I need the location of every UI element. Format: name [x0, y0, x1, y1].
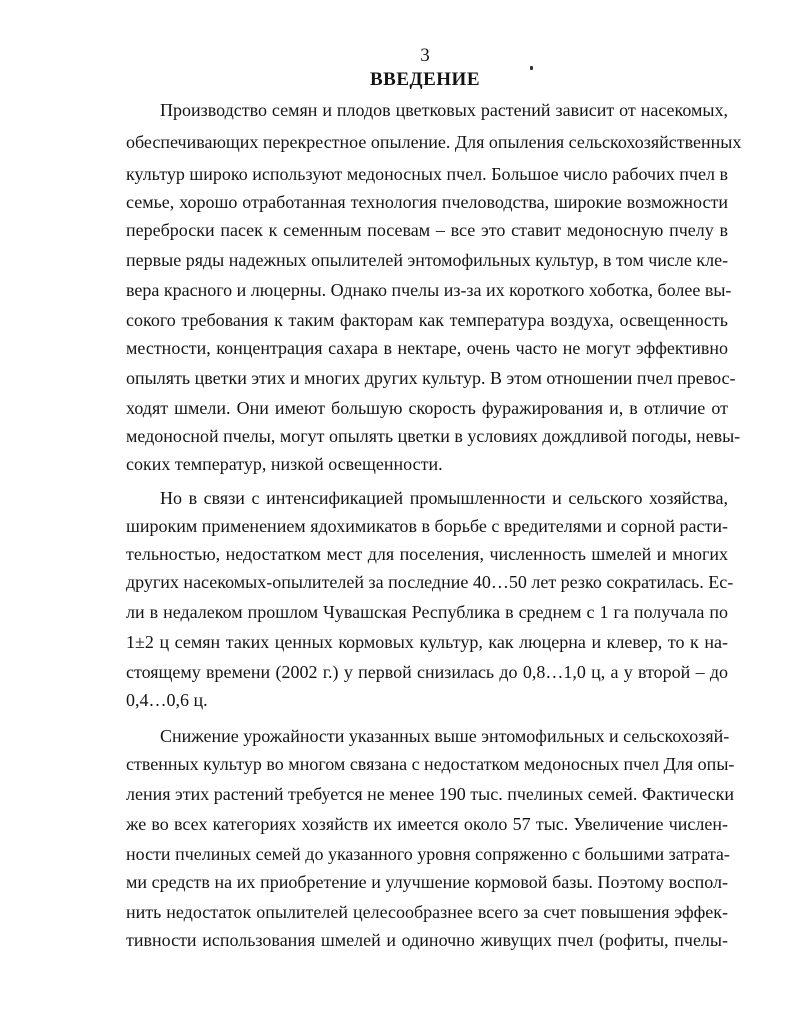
- text-line: ственных культур во многом связана с недостатком медоносных пчел Для опы-: [126, 754, 735, 774]
- text-line: вера красного и люцерны. Однако пчелы из-за их короткого хоботка, более вы-: [126, 280, 732, 300]
- page-number: 3: [420, 45, 430, 66]
- text-line: стоящему времени (2002 г.) у первой снизилась до 0,8…1,0 ц, а у второй – до: [126, 662, 728, 682]
- text-line: медоносной пчелы, могут опылять цветки в условиях дождливой погоды, невы-: [126, 426, 741, 446]
- text-line: нить недостаток опылителей целесообразнее всего за счет повышения эффек-: [126, 902, 728, 922]
- text-line: обеспечивающих перекрестное опыление. Для опыления сельскохозяйственных: [126, 132, 742, 152]
- scan-speck: [530, 66, 533, 70]
- text-line: же во всех категориях хозяйств их имеется около 57 тыс. Увеличение числен-: [126, 814, 728, 834]
- text-line: местности, концентрация сахара в нектаре, очень часто не могут эффективно: [126, 338, 728, 358]
- text-line: 0,4…0,6 ц.: [126, 690, 208, 710]
- text-line: 1±2 ц семян таких ценных кормовых культур, как люцерна и клевер, то к на-: [126, 632, 728, 652]
- text-line: первые ряды надежных опылителей энтомофильных культур, в том числе кле-: [126, 250, 729, 270]
- text-line: переброски пасек к семенным посевам – все это ставит медоносную пчелу в: [126, 220, 728, 240]
- text-line: Производство семян и плодов цветковых растений зависит от насекомых,: [160, 100, 728, 120]
- text-line: других насекомых-опылителей за последние 40…50 лет резко сократилась. Ес-: [126, 572, 734, 592]
- text-line: ления этих растений требуется не менее 190 тыс. пчелиных семей. Фактически: [126, 784, 734, 804]
- text-line: культур широко используют медоносных пчел. Большое число рабочих пчел в: [126, 164, 728, 184]
- text-line: широким применением ядохимикатов в борьбе с вредителями и сорной расти-: [126, 516, 728, 536]
- page-title: ВВЕДЕНИЕ: [370, 69, 480, 90]
- text-line: семье, хорошо отработанная технология пчеловодства, широкие возможности: [126, 192, 728, 212]
- text-line: ли в недалеком прошлом Чувашская Республика в среднем с 1 га получала по: [126, 602, 728, 622]
- text-line: Снижение урожайности указанных выше энтомофильных и сельскохозяй-: [160, 726, 730, 746]
- text-line: тивности использования шмелей и одиночно живущих пчел (рофиты, пчелы-: [126, 930, 728, 950]
- text-line: опылять цветки этих и многих других культур. В этом отношении пчел превос-: [126, 368, 736, 388]
- text-line: ности пчелиных семей до указанного уровня сопряженно с большими затрата-: [126, 844, 730, 864]
- text-line: Но в связи с интенсификацией промышленности и сельского хозяйства,: [160, 488, 728, 508]
- text-line: соких температур, низкой освещенности.: [126, 454, 443, 474]
- text-line: сокого требования к таким факторам как температура воздуха, освещенность: [126, 310, 728, 330]
- text-line: ходят шмели. Они имеют большую скорость фуражирования и, в отличие от: [126, 398, 728, 418]
- text-line: ми средств на их приобретение и улучшение кормовой базы. Поэтому воспол-: [126, 872, 728, 892]
- text-line: тельностью, недостатком мест для поселения, численность шмелей и многих: [126, 544, 728, 564]
